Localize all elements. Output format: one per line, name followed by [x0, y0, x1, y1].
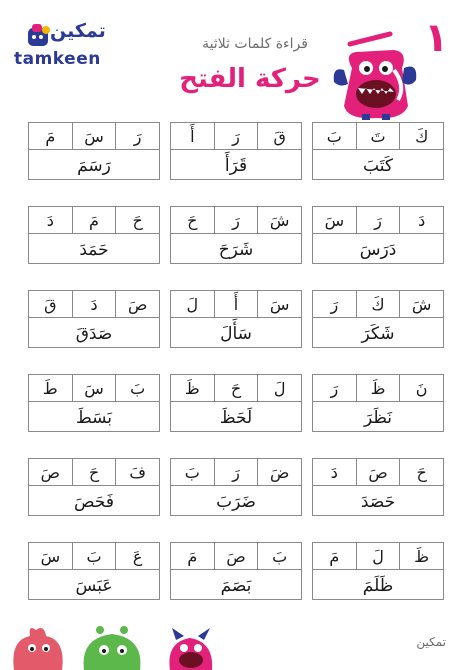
word-card	[28, 290, 160, 348]
letter-cell: عَ	[115, 543, 159, 569]
letter-row	[171, 207, 301, 234]
letter-cell: رَ	[330, 294, 339, 314]
letter-cell: لَ	[257, 375, 301, 401]
word-card	[312, 458, 444, 516]
letter-cell: سَ	[257, 291, 301, 317]
word-cell: رَسَمَ	[77, 155, 111, 176]
word-cell: كَتَبَ	[363, 155, 393, 176]
word-cell: نَظَرَ	[363, 407, 393, 428]
letter-cell: رَ	[356, 207, 400, 233]
page-number: ١	[424, 15, 449, 61]
word-cell: بَسَطَ	[75, 407, 113, 428]
word-card	[28, 542, 160, 600]
word-cell: بَصَمَ	[220, 575, 252, 596]
word-card	[312, 206, 444, 264]
worksheet-title: حركة الفتح	[179, 64, 321, 94]
letter-row	[29, 207, 159, 234]
letter-row	[313, 291, 443, 318]
letter-cell: سَ	[324, 210, 345, 230]
letter-cell: حَ	[214, 375, 258, 401]
word-cell: صَدَقَ	[75, 323, 113, 344]
letter-cell: نَ	[399, 375, 443, 401]
letter-cell: رَ	[330, 378, 339, 398]
letter-row	[29, 291, 159, 318]
word-cell: ضَرَبَ	[216, 491, 256, 512]
letter-cell: دَ	[46, 210, 54, 230]
letter-cell: رَ	[214, 207, 258, 233]
word-card	[28, 122, 160, 180]
worksheet-subtitle: قراءة كلمات ثلاثية	[202, 36, 308, 52]
letter-cell: رَ	[115, 123, 159, 149]
letter-cell: أَ	[190, 126, 195, 146]
letter-cell: رَ	[214, 459, 258, 485]
letter-cell: شَ	[399, 291, 443, 317]
letter-cell: قَ	[257, 123, 301, 149]
letter-cell: سَ	[72, 123, 116, 149]
letter-row	[171, 543, 301, 570]
letter-row	[171, 375, 301, 402]
letter-cell: ظَ	[356, 375, 400, 401]
letter-cell: حَ	[187, 210, 198, 230]
letter-row	[313, 543, 443, 570]
word-cell: شَرَحَ	[218, 239, 254, 260]
letter-cell: كَ	[399, 123, 443, 149]
letter-cell: صَ	[356, 459, 400, 485]
word-card	[312, 374, 444, 432]
word-cell: شَكَرَ	[361, 323, 395, 344]
letter-cell: حَ	[399, 459, 443, 485]
letter-cell: حَ	[115, 207, 159, 233]
letter-row	[171, 123, 301, 150]
letter-row	[171, 291, 301, 318]
letter-cell: طَ	[42, 378, 58, 398]
letter-cell: قَ	[44, 294, 57, 314]
word-cell: حَصَدَ	[360, 491, 396, 512]
word-cell: عَبَسَ	[75, 575, 113, 596]
letter-cell: دَ	[72, 291, 116, 317]
letter-cell: كَ	[356, 291, 400, 317]
letter-cell: بَ	[257, 543, 301, 569]
letter-cell: صَ	[115, 291, 159, 317]
letter-row	[171, 459, 301, 486]
logo-latin-text: tamkeen	[14, 49, 101, 69]
bottom-monsters-illustration-icon	[0, 620, 230, 670]
letter-row	[313, 123, 443, 150]
word-card	[28, 206, 160, 264]
footer-brand: تمكين	[416, 635, 446, 649]
letter-cell: سَ	[72, 375, 116, 401]
letter-cell: تَ	[356, 123, 400, 149]
letter-cell: ظَ	[399, 543, 443, 569]
letter-cell: مَ	[187, 546, 198, 566]
word-cell: لَحَظَ	[219, 407, 253, 428]
letter-cell: صَ	[40, 462, 60, 482]
letter-row	[313, 207, 443, 234]
word-card	[170, 374, 302, 432]
word-card	[312, 542, 444, 600]
word-card	[312, 122, 444, 180]
letter-cell: رَ	[214, 123, 258, 149]
letter-cell: فَ	[115, 459, 159, 485]
letter-cell: بَ	[326, 126, 342, 146]
word-cell: دَرَسَ	[359, 239, 397, 260]
letter-row	[29, 459, 159, 486]
word-card	[170, 458, 302, 516]
word-cell: فَحَصَ	[74, 491, 114, 512]
word-cell: ظَلَمَ	[362, 575, 394, 596]
letter-row	[29, 543, 159, 570]
letter-cell: أَ	[214, 291, 258, 317]
letter-cell: مَ	[45, 126, 56, 146]
word-card	[170, 290, 302, 348]
word-cell: حَمَدَ	[79, 239, 109, 260]
letter-cell: لَ	[186, 294, 199, 314]
word-card	[28, 374, 160, 432]
letter-row	[29, 123, 159, 150]
word-cell: سَأَلَ	[220, 323, 252, 344]
word-cell: قَرَأَ	[224, 155, 248, 176]
letter-cell: بَ	[184, 462, 200, 482]
letter-row	[313, 375, 443, 402]
word-card	[28, 458, 160, 516]
letter-row	[313, 459, 443, 486]
letter-cell: ظَ	[184, 378, 200, 398]
letter-cell: حَ	[72, 459, 116, 485]
letter-cell: مَ	[329, 546, 340, 566]
word-card	[170, 206, 302, 264]
letter-cell: سَ	[40, 546, 61, 566]
letter-cell: لَ	[356, 543, 400, 569]
letter-cell: صَ	[214, 543, 258, 569]
letter-cell: ضَ	[257, 459, 301, 485]
word-card	[312, 290, 444, 348]
letter-cell: دَ	[330, 462, 338, 482]
logo-arabic-text: تمكين	[50, 20, 106, 42]
letter-cell: بَ	[115, 375, 159, 401]
word-card	[170, 542, 302, 600]
letter-cell: مَ	[72, 207, 116, 233]
word-card	[170, 122, 302, 180]
letter-cell: بَ	[72, 543, 116, 569]
letter-row	[29, 375, 159, 402]
letter-cell: دَ	[399, 207, 443, 233]
letter-cell: شَ	[257, 207, 301, 233]
